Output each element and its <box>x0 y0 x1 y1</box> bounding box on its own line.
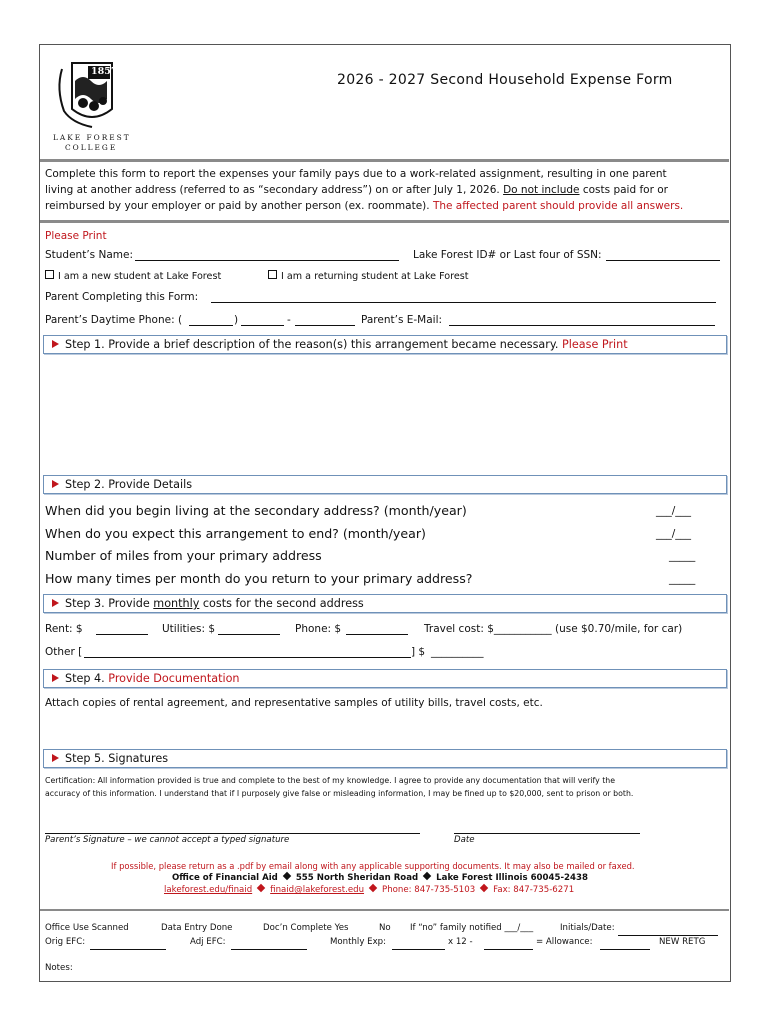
utilities-field[interactable] <box>218 625 280 635</box>
college-logo <box>50 59 132 152</box>
phone-dash: - <box>287 314 291 326</box>
step4-bar <box>43 669 727 688</box>
diamond-icon <box>480 884 488 892</box>
diamond-icon <box>257 884 265 892</box>
lf-id-field[interactable] <box>606 251 720 261</box>
step4-text: Attach copies of rental agreement, and representative samples of utility bills, travel costs, etc. <box>45 697 543 709</box>
step-arrow-icon <box>52 754 59 762</box>
return-note: If possible, please return as a .pdf by email along with any applicable supporting documents. It may also be mailed or faxed. <box>111 861 635 871</box>
phone-area-code-field[interactable] <box>189 316 233 326</box>
step2-a2-field[interactable]: ___/___ <box>656 528 692 540</box>
diamond-icon <box>369 884 377 892</box>
phone-cost-field[interactable] <box>346 625 408 635</box>
logo-name-line2: COLLEGE <box>65 143 118 152</box>
other-label: Other [ <box>45 646 83 658</box>
phone-close-paren: ) <box>234 314 239 326</box>
rent-field[interactable] <box>96 625 148 635</box>
utilities-label: Utilities: $ <box>162 623 216 635</box>
orig-efc-field[interactable] <box>90 948 166 950</box>
intro-do-not-include: Do not include <box>503 184 580 196</box>
form-frame <box>39 44 731 982</box>
daytime-phone-label: Parent’s Daytime Phone: ( <box>45 314 183 326</box>
step-arrow-icon <box>52 599 59 607</box>
new-student-label: I am a new student at Lake Forest <box>58 271 222 282</box>
returning-student-option[interactable] <box>268 270 469 282</box>
phone-prefix-field[interactable] <box>241 316 284 326</box>
monthly-exp-field[interactable] <box>392 948 445 950</box>
certification-line2: accuracy of this information. I understand that if I purposely give false or misleading information, I may be fined up to $20,000, sent to prison or both. <box>45 789 634 798</box>
step4-label-red: Provide Documentation <box>108 672 240 685</box>
step1-description-area[interactable] <box>43 357 727 469</box>
intro-line2 <box>45 184 668 196</box>
office-name: Office of Financial Aid <box>172 873 278 883</box>
x12-field[interactable] <box>484 948 533 950</box>
monthly-exp-label: Monthly Exp: <box>330 937 387 947</box>
intro-line1: Complete this form to report the expenses your family pays due to a work-related assignment, resulting in one parent <box>45 168 667 180</box>
step1-bar <box>43 335 727 354</box>
diamond-icon <box>283 872 291 880</box>
diamond-icon <box>423 872 431 880</box>
office-use-scanned: Office Use Scanned <box>45 923 129 933</box>
step5-label: Step 5. Signatures <box>65 752 169 765</box>
rent-label: Rent: $ <box>45 623 83 635</box>
step2-a3-field[interactable]: _____ <box>669 550 696 562</box>
lf-id-label: Lake Forest ID# or Last four of SSN: <box>413 249 602 261</box>
phone-number: Phone: 847-735-5103 <box>382 885 476 895</box>
website-link[interactable]: lakeforest.edu/finaid <box>164 885 253 895</box>
email-field[interactable] <box>449 316 715 326</box>
other-amount-field[interactable]: __________ <box>431 646 484 658</box>
step2-q4: How many times per month do you return to your primary address? <box>45 571 473 586</box>
office-city: Lake Forest Illinois 60045-2438 <box>436 873 588 883</box>
office-address-line <box>172 873 588 883</box>
step2-q2: When do you expect this arrangement to end? (month/year) <box>45 526 426 541</box>
step2-bar <box>43 475 727 494</box>
certification-line1: Certification: All information provided is true and complete to the best of my knowledge. I agree to provide any documentation that will verify the <box>45 776 616 785</box>
signature-field[interactable] <box>45 832 420 834</box>
step3-bar <box>43 594 727 613</box>
step3-label-monthly: monthly <box>153 597 200 610</box>
step2-q1: When did you begin living at the secondary address? (month/year) <box>45 503 467 518</box>
times-twelve: x 12 - <box>448 937 473 947</box>
office-use-if-no: If “no” family notified ___/___ <box>410 923 534 933</box>
step3-label-post: costs for the second address <box>202 597 364 610</box>
initials-field[interactable] <box>618 934 718 936</box>
notes-label: Notes: <box>45 963 73 973</box>
step2-a1-field[interactable]: ___/___ <box>656 505 692 517</box>
parent-completing-label: Parent Completing this Form: <box>45 291 199 303</box>
orig-efc-label: Orig EFC: <box>45 937 86 947</box>
step4-label: Step 4. <box>65 672 105 685</box>
travel-cost-label: Travel cost: $___________ (use $0.70/mile, for car) <box>424 623 683 635</box>
intro-line2-end: costs paid for or <box>582 184 668 196</box>
office-use-docn: Doc’n Complete Yes <box>263 923 349 933</box>
date-field[interactable] <box>454 832 640 834</box>
returning-student-label: I am a returning student at Lake Forest <box>281 271 469 282</box>
please-print-label: Please Print <box>45 230 107 242</box>
step2-a4-field[interactable]: _____ <box>669 573 696 585</box>
intro-line3-text: reimbursed by your employer or paid by another person (ex. roommate). <box>45 200 430 212</box>
office-use-data-entry: Data Entry Done <box>161 923 233 933</box>
intro-divider <box>40 220 729 223</box>
new-student-option[interactable] <box>45 270 221 282</box>
other-description-field[interactable] <box>84 648 411 658</box>
step5-bar <box>43 749 727 768</box>
office-street: 555 North Sheridan Road <box>295 873 419 883</box>
email-label: Parent’s E-Mail: <box>361 314 443 326</box>
step3-label-pre: Step 3. Provide <box>65 597 150 610</box>
intro-line3 <box>45 200 683 212</box>
signature-label: Parent’s Signature – we cannot accept a typed signature <box>45 835 290 845</box>
date-label: Date <box>454 835 475 845</box>
fax-number: Fax: 847-735-6271 <box>493 885 575 895</box>
logo-name-line1: LAKE FOREST <box>53 133 131 142</box>
logo-year: 1857 <box>91 66 118 77</box>
adj-efc-field[interactable] <box>231 948 307 950</box>
step1-label: Step 1. Provide a brief description of the reason(s) this arrangement became necessary. <box>65 338 559 351</box>
header-divider <box>40 159 729 162</box>
returning-student-checkbox[interactable] <box>268 270 277 279</box>
email-link[interactable]: finaid@lakeforest.edu <box>270 885 365 895</box>
intro-line3-red: The affected parent should provide all answers. <box>432 200 684 212</box>
other-close: ] $ <box>411 646 426 658</box>
parent-completing-field[interactable] <box>211 293 716 303</box>
step-arrow-icon <box>52 674 59 682</box>
office-use-no: No <box>379 923 391 933</box>
intro-line2-text: living at another address (referred to as “secondary address”) on or after July 1, 2026. <box>45 184 500 196</box>
step-arrow-icon <box>52 480 59 488</box>
step-arrow-icon <box>52 340 59 348</box>
allowance-field[interactable] <box>600 948 650 950</box>
step2-q3: Number of miles from your primary address <box>45 548 322 563</box>
contact-line <box>164 885 574 895</box>
step1-please-print: Please Print <box>562 338 628 351</box>
student-name-field[interactable] <box>135 251 399 261</box>
allowance-label: = Allowance: <box>536 937 593 947</box>
student-name-label: Student’s Name: <box>45 249 133 261</box>
step2-label: Step 2. Provide Details <box>65 478 193 491</box>
new-retg-options[interactable]: NEW RETG <box>659 937 706 947</box>
phone-line-field[interactable] <box>295 316 355 326</box>
new-student-checkbox[interactable] <box>45 270 54 279</box>
office-use-divider <box>40 909 729 911</box>
phone-cost-label: Phone: $ <box>295 623 342 635</box>
office-use-initials: Initials/Date: <box>560 923 615 933</box>
adj-efc-label: Adj EFC: <box>190 937 226 947</box>
form-title: 2026 - 2027 Second Household Expense Form <box>337 72 673 88</box>
